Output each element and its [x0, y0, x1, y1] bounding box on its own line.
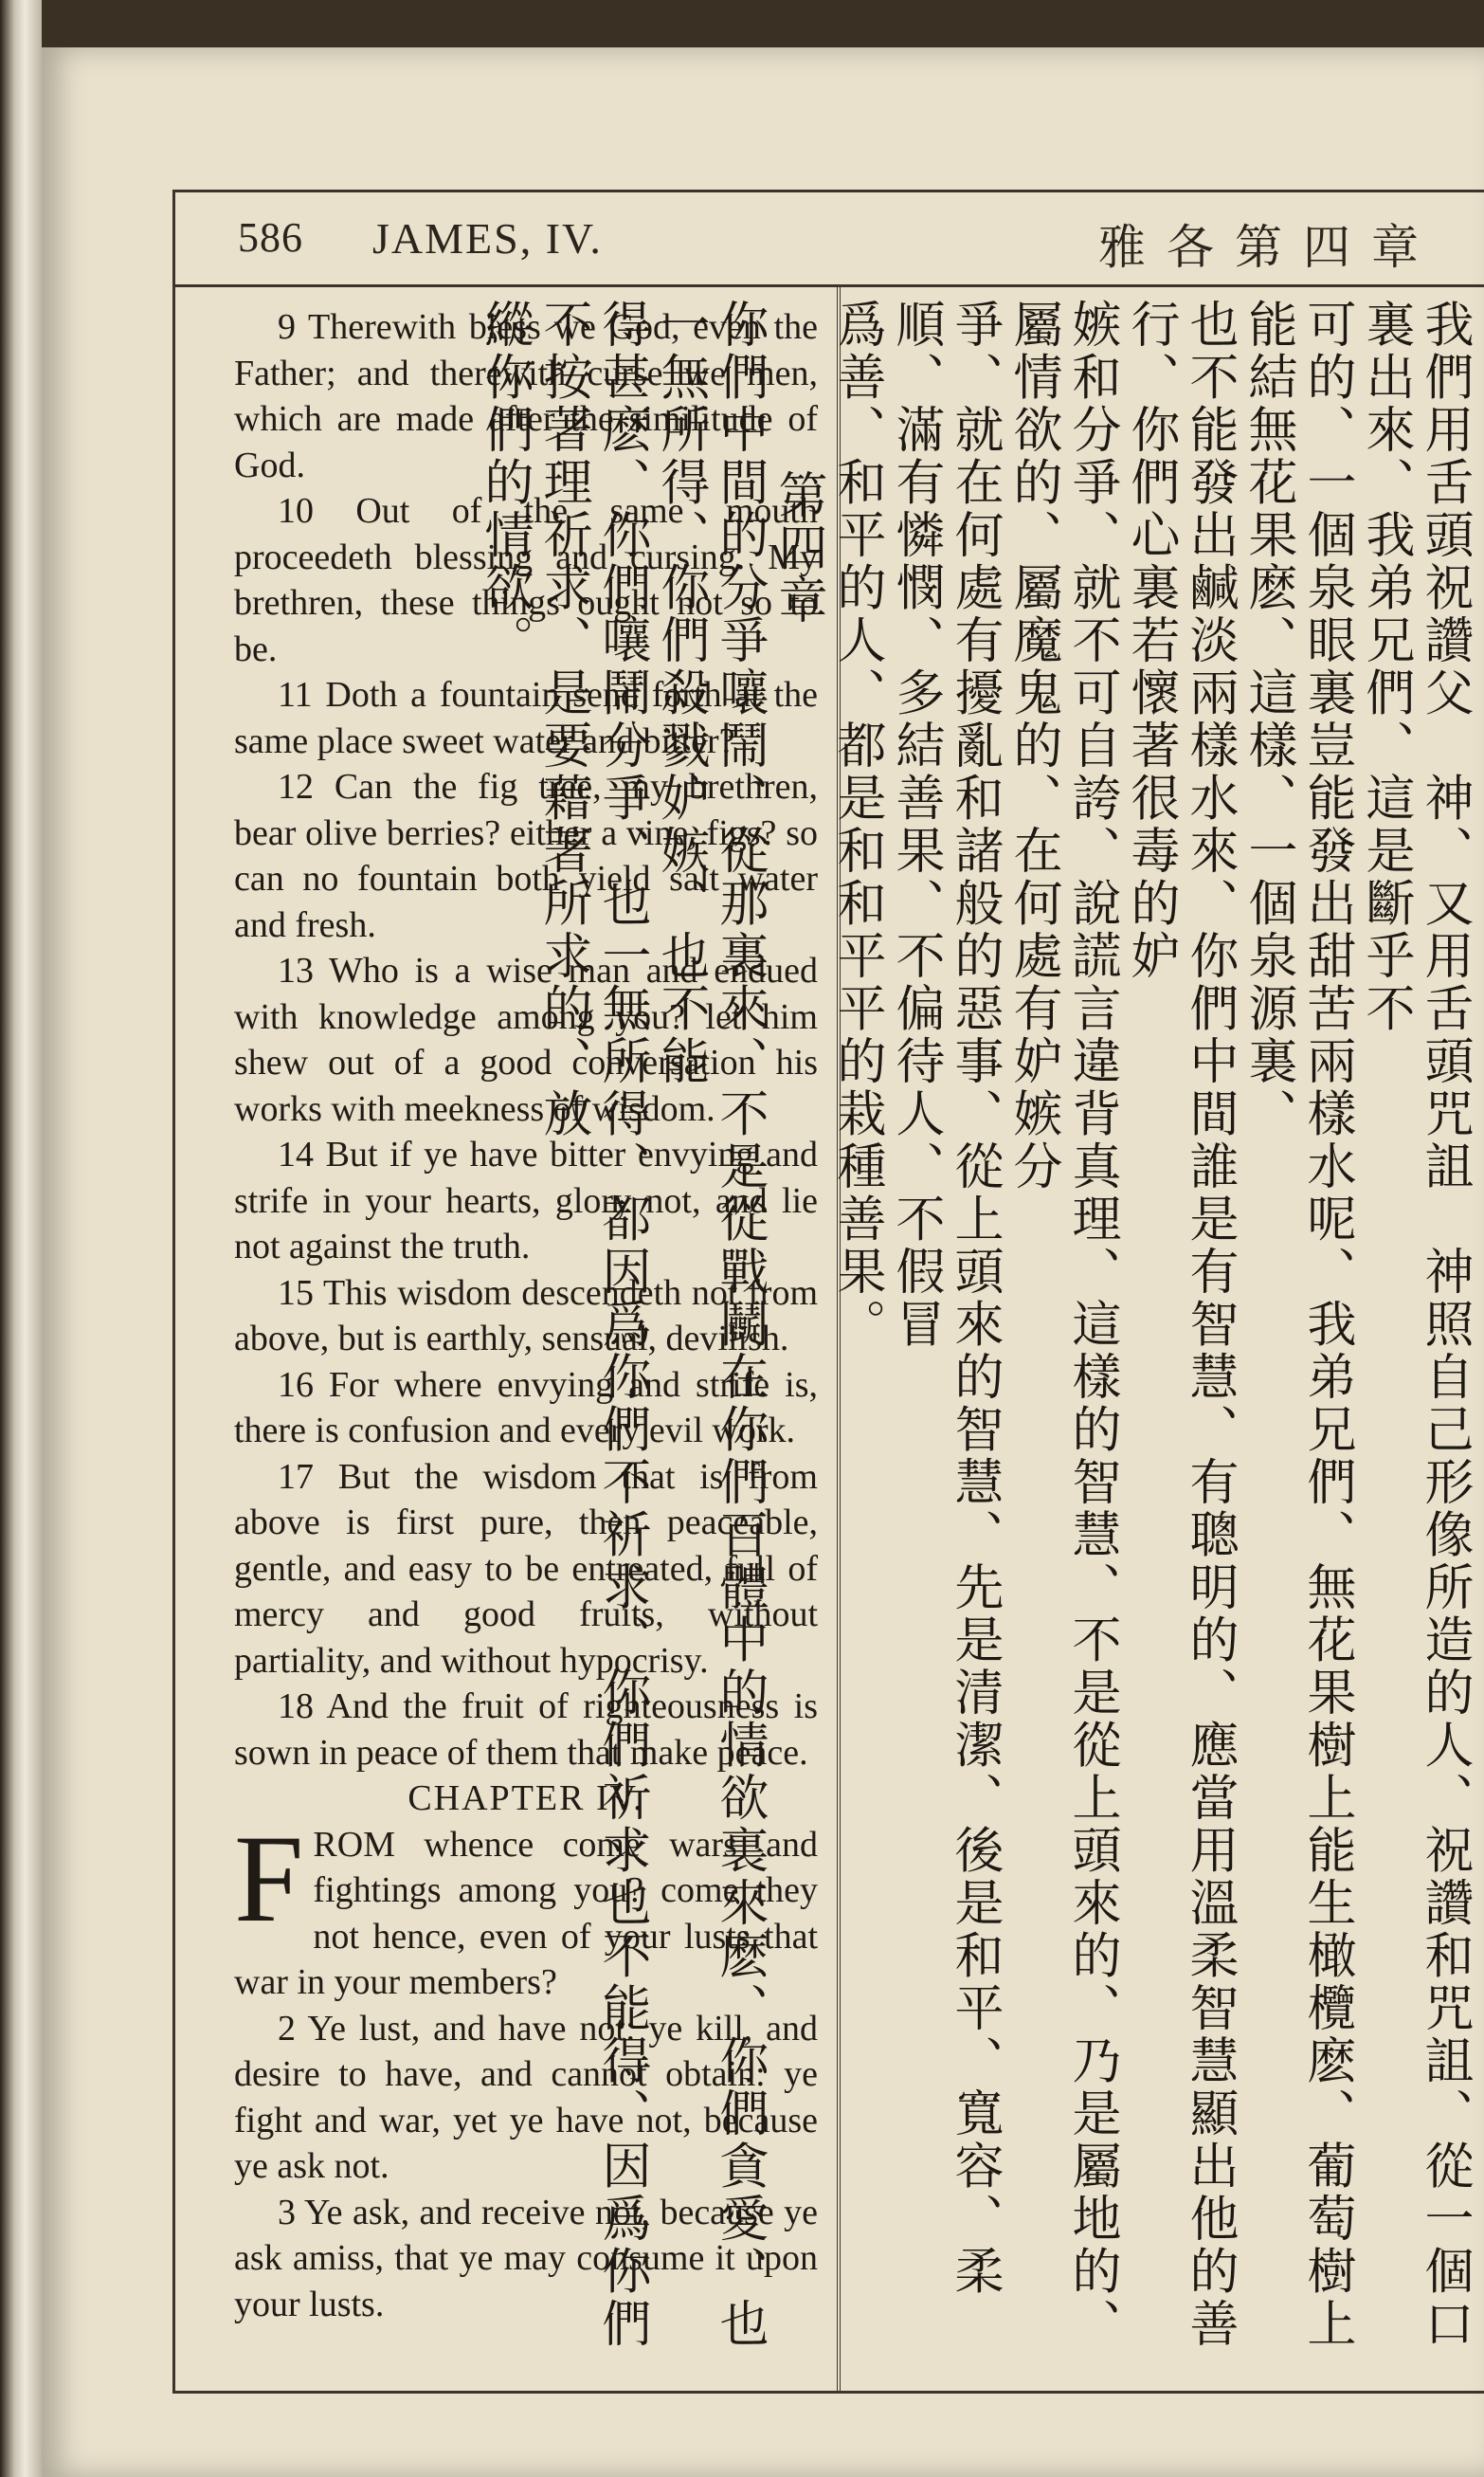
chinese-chapter-heading: 第四章: [769, 469, 826, 628]
verse-16: 16 For where envying and strife is, there is confusion and every evil work.: [234, 1364, 818, 1450]
book-page: [42, 47, 1484, 2477]
chinese-line: 嫉和分爭、就不可自誇、說謊言違背真理、這樣的智慧、不是從上頭來的、乃是屬地的、屬情欲的、屬魔鬼的、在何處有妒嫉分: [1004, 299, 1120, 2351]
verse-14: 14 But if ye have bitter envying and strife in your hearts, glory not, and lie not against the truth.: [234, 1135, 818, 1266]
chinese-line: 也不能發出鹹淡兩樣水來、你們中間誰是有智慧、有聰明的、應當用溫柔智慧顯出他的善行、你們心裏若懷著很毒的妒: [1122, 299, 1238, 2351]
running-header: [175, 192, 1484, 287]
running-title: JAMES, IV.: [372, 214, 603, 263]
verse-17: 17 But the wisdom that is from above is first pure, then peaceable, gentle, and easy to be entreated, full of mercy and good fruits, without partiality, and without hypocrisy.: [234, 1456, 818, 1681]
verse-12: 12 Can the fig tree, my brethren, bear olive berries? either a vine, figs? so can no fountain both yield salt water and fresh.: [234, 767, 818, 945]
verse-9: 9 Therewith bless we God, even the Father; and therewith curse we men, which are made after the similitude of God.: [234, 307, 818, 485]
chapter-verse-2: 2 Ye lust, and have not: ye kill, and desire to have, and cannot obtain: ye fight and war, yet ye have not, because ye ask not.: [234, 2008, 818, 2186]
chinese-running-title: 雅各第四章: [1098, 220, 1439, 275]
book-spine-edge: [0, 0, 42, 2477]
chinese-line: 我們用舌頭祝讚父 神、又用舌頭咒詛 神照自己形像所造的人、祝讚和咒詛、從一個口裏出來、我弟兄們、這是斷乎不: [1357, 299, 1473, 2351]
page-number: 586: [238, 214, 303, 261]
chinese-chapter-line: 縱你們的情欲。: [476, 299, 533, 667]
page-frame: [172, 190, 1484, 2394]
verse-13: 13 Who is a wise man and endued with knowledge among you? let him shew out of a good conversation his works with meekness of wisdom.: [234, 951, 818, 1129]
verse-18: 18 And the fruit of righteousness is sown in peace of them that make peace.: [234, 1686, 818, 1773]
chinese-line: 可的、一個泉眼裏豈能發出甜苦兩樣水呢、我弟兄們、無花果樹上能生橄欖麽、葡萄樹上能結無花果麽、這樣、一個泉源裏、: [1240, 299, 1355, 2351]
verse-15: 15 This wisdom descendeth not from above, but is earthly, sensual, devilish.: [234, 1272, 818, 1358]
verse-10: 10 Out of the same mouth proceedeth blessing and cursing. My brethren, these things ought not so to be.: [234, 491, 818, 669]
chapter-heading: CHAPTER IV.: [407, 1778, 644, 1818]
drop-cap: F: [234, 1808, 304, 1948]
chinese-line: 爲善、和平的人、都是和和平平的栽種善果。: [828, 299, 885, 1351]
chinese-chapter-line: 你們中間的分爭嚷鬧、從那裏來、不是從戰鬭在你們百體中的情欲裏來麽、你們貪愛、也一無所得、你們殺戮妒嫉、也不能: [652, 299, 768, 2351]
chapter-verse-1-text: ROM whence come wars and fightings among you? come they not hence, even of your lusts that war in your members?: [234, 1824, 818, 2002]
chinese-chapter-line: 得甚麽、你們嚷鬧分爭、也一無所得、都因爲你們不祈求、你們祈求也不能得、因爲你們不按著理祈求、是要藉著所求的、放: [534, 299, 650, 2351]
verse-11: 11 Doth a fountain send forth at the same place sweet water and bitter?: [234, 675, 818, 761]
chapter-verse-3: 3 Ye ask, and receive not, because ye ask amiss, that ye may consume it upon your lusts.: [234, 2192, 818, 2324]
chinese-line: 爭、就在何處有擾亂和諸般的惡事、從上頭來的智慧、先是清潔、後是和平、寬容、柔順、滿有憐憫、多結善果、不偏待人、不假冒: [887, 299, 1003, 2298]
